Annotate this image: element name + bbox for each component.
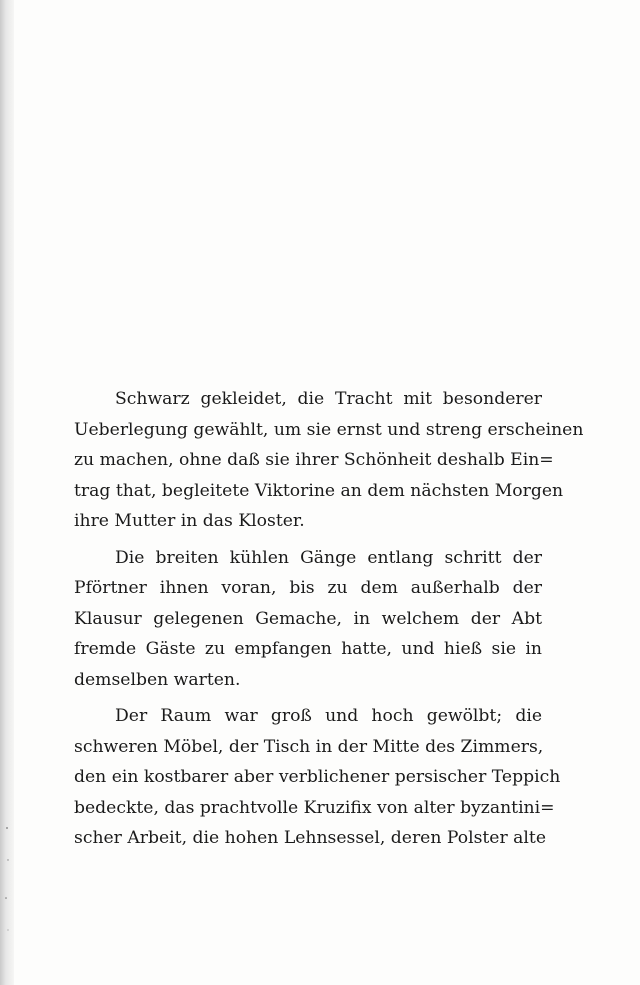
text-line: den ein kostbarer aber verblichener persischer Teppich bbox=[74, 767, 561, 787]
text-line: schweren Möbel, der Tisch in der Mitte des Zimmers, bbox=[74, 736, 544, 757]
paragraph-3 bbox=[74, 701, 561, 854]
text-line: ihre Mutter in das Kloster. bbox=[74, 511, 305, 531]
text-line: Ueberlegung gewählt, um sie ernst und streng erscheinen bbox=[74, 419, 584, 440]
text-line: demselben warten. bbox=[74, 669, 241, 690]
text-line: Klausur gelegenen Gemache, in welchem der Abt bbox=[74, 608, 542, 629]
text-line: bedeckte, das prachtvolle Kruzifix von alter byzantini= bbox=[74, 797, 555, 818]
text-line: Schwarz gekleidet, die Tracht mit besonderer bbox=[115, 389, 542, 409]
scan-specks bbox=[2, 820, 12, 940]
text-line: Der Raum war groß und hoch gewölbt; die bbox=[115, 706, 542, 726]
page-body-text bbox=[74, 384, 584, 860]
text-line: trag that, begleitete Viktorine an dem nächsten Morgen bbox=[74, 480, 564, 501]
text-line: zu machen, ohne daß sie ihrer Schönheit deshalb Ein= bbox=[74, 450, 554, 470]
text-line: scher Arbeit, die hohen Lehnsessel, deren Polster alte bbox=[74, 828, 546, 848]
paragraph-2 bbox=[74, 543, 542, 696]
paragraph-1 bbox=[74, 384, 584, 537]
text-line: Pförtner ihnen voran, bis zu dem außerhalb der bbox=[74, 578, 542, 598]
text-line: Die breiten kühlen Gänge entlang schritt der bbox=[115, 547, 542, 568]
text-line: fremde Gäste zu empfangen hatte, und hieß sie in bbox=[74, 639, 542, 659]
